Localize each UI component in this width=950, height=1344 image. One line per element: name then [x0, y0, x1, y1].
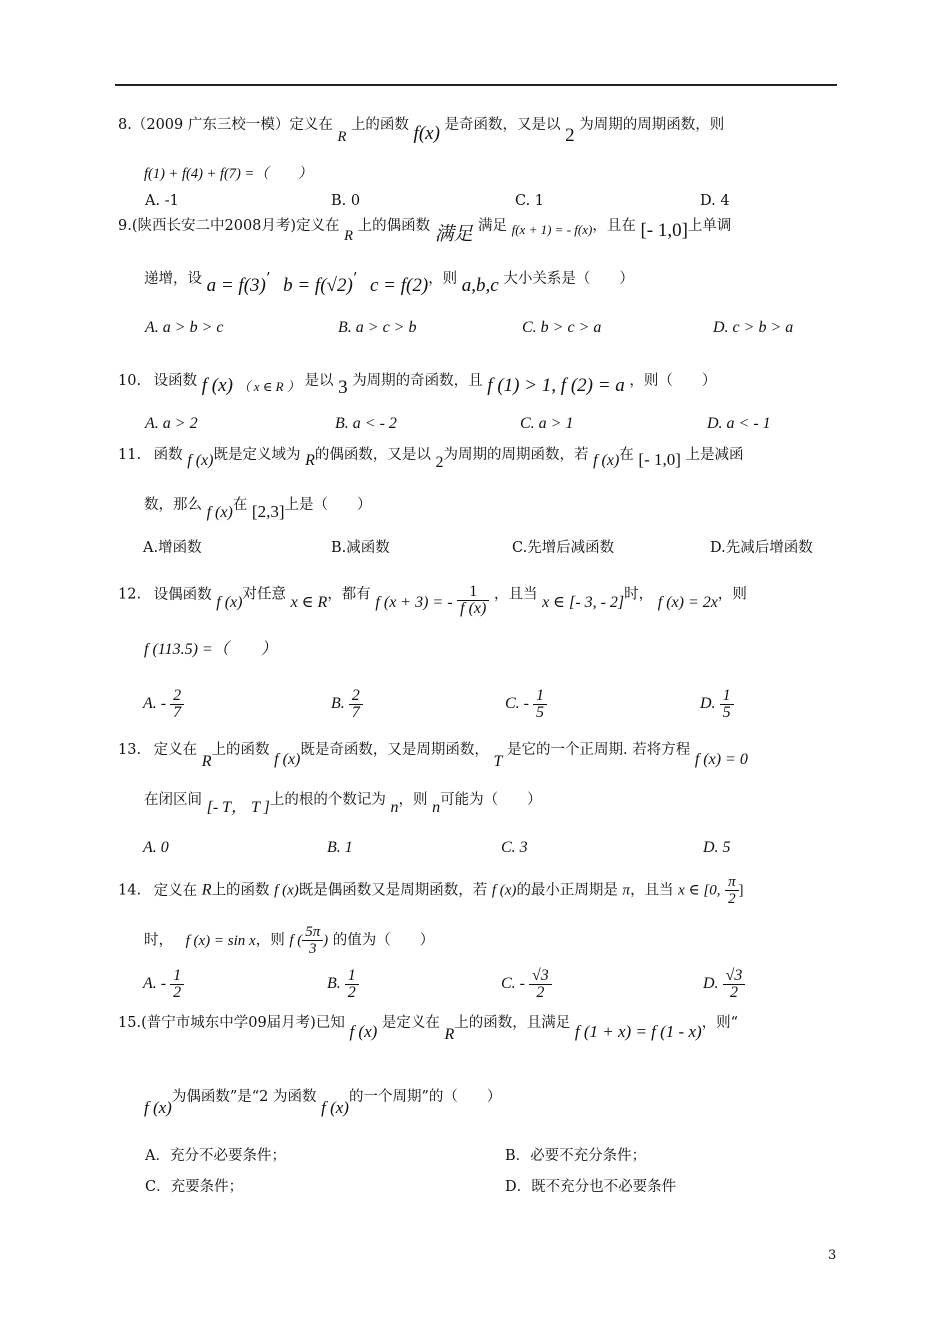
option-a: A. - $\frac{2}{7}$ [143, 688, 184, 721]
option-d: D. $\frac{1}{5}$ [700, 688, 734, 721]
header-rule [115, 84, 837, 86]
question-9: 9.(陕西长安二中2008月考)定义在 R 上的偶函数 满足 [118, 218, 473, 245]
option-d: D. c > b > a [713, 319, 794, 336]
option-d: D. 5 [703, 839, 731, 856]
option-a: A. 0 [143, 839, 169, 856]
option-c: C. b > c > a [522, 319, 602, 336]
option-c: C. - $\frac{√3}{2}$ [501, 968, 552, 1001]
question-12-ask: f (113.5) =（ ） [144, 641, 277, 658]
option-d: D. 4 [700, 193, 730, 209]
question-14: 14. 定义在 R上的函数 f (x)既是偶函数又是周期函数，若 f (x)的最小正周期是 π，且当 x ∈ [0, $\frac{\pi}{2}$ ] [118, 874, 744, 907]
question-8: 8.（2009 广东三校一模）定义在 R 上的函数 f(x) 是奇函数，又是以 2 为周期的周期函数，则 [118, 117, 725, 146]
option-b: B．必要不充分条件； [505, 1148, 647, 1164]
option-b: B. a < - 2 [335, 415, 397, 432]
option-b: B. a > c > b [338, 319, 417, 336]
option-d: D.先减后增函数 [710, 540, 813, 556]
option-a: A. a > 2 [145, 415, 198, 432]
option-c: C. 1 [515, 193, 545, 209]
question-9-line2: 递增，设 a = f(3)’ b = f(√2)’ c = f(2)，则 a,b,c 大小关系是（ ） [144, 271, 634, 296]
option-a: A. -1 [145, 193, 179, 209]
option-b: B. 0 [331, 193, 361, 209]
option-d: D. $\frac{√3}{2}$ [703, 968, 745, 1001]
question-11-line2: 数，那么 f (x)在 [2,3]上是（ ） [144, 497, 372, 521]
option-a: A. - $\frac{1}{2}$ [143, 968, 184, 1001]
option-a: A．充分不必要条件； [145, 1148, 286, 1164]
question-11: 11. 函数 f (x)既是定义域为 R的偶函数，又是以 2为周期的周期函数，若 f (x)在 [- 1,0] 上是减函 [118, 447, 744, 471]
option-b: B. $\frac{2}{7}$ [331, 688, 363, 721]
option-c: C．充要条件； [145, 1179, 244, 1195]
option-c: C. - $\frac{1}{5}$ [505, 688, 547, 721]
question-8-expression: f(1) + f(4) + f(7) =（ ） [144, 166, 313, 182]
option-c: C. 3 [501, 839, 528, 856]
question-14-line2: 时， f (x) = sin x，则 f ( $\frac{5\pi}{3}$ ) 的值为（ ） [144, 924, 435, 957]
fraction: $\frac{1}{f (x)}$ [457, 584, 489, 617]
option-a: A. a > b > c [145, 319, 224, 336]
question-13: 13. 定义在 R上的函数 f (x)既是奇函数，又是周期函数， T 是它的一个正周期. 若将方程 f (x) = 0 [118, 742, 748, 770]
option-d: D．既不充分也不必要条件 [505, 1179, 677, 1195]
option-c: C.先增后减函数 [512, 540, 615, 556]
option-b: B. $\frac{1}{2}$ [327, 968, 359, 1001]
question-12: 12. 设偶函数 f (x)对任意 x ∈ R，都有 f (x + 3) = - $\frac{1}{f (x)}$ ，且当 x ∈ [- 3, - 2]时， f (x) = 2x，则 [118, 583, 747, 617]
question-15-line2: f (x)为偶函数”是“2 为函数 f (x)的一个周期”的（ ） [144, 1089, 502, 1117]
option-b: B. 1 [327, 839, 353, 856]
option-b: B.减函数 [331, 540, 390, 556]
question-15: 15.(普宁市城东中学09届月考)已知 f (x) 是定义在 R上的函数，且满足 f (1 + x) = f (1 - x)，则“ [118, 1015, 739, 1043]
question-13-line2: 在闭区间 [- T， T ]上的根的个数记为 n，则 n可能为（ ） [144, 792, 542, 816]
option-a: A.增函数 [143, 540, 202, 556]
page-number: 3 [828, 1248, 837, 1263]
option-c: C. a > 1 [520, 415, 574, 432]
option-d: D. a < - 1 [707, 415, 771, 432]
question-10: 10. 设函数 f (x) （ x ∈ R ） 是以 3 为周期的奇函数，且 f (1) > 1, f (2) = a ，则（ ） [118, 373, 717, 398]
